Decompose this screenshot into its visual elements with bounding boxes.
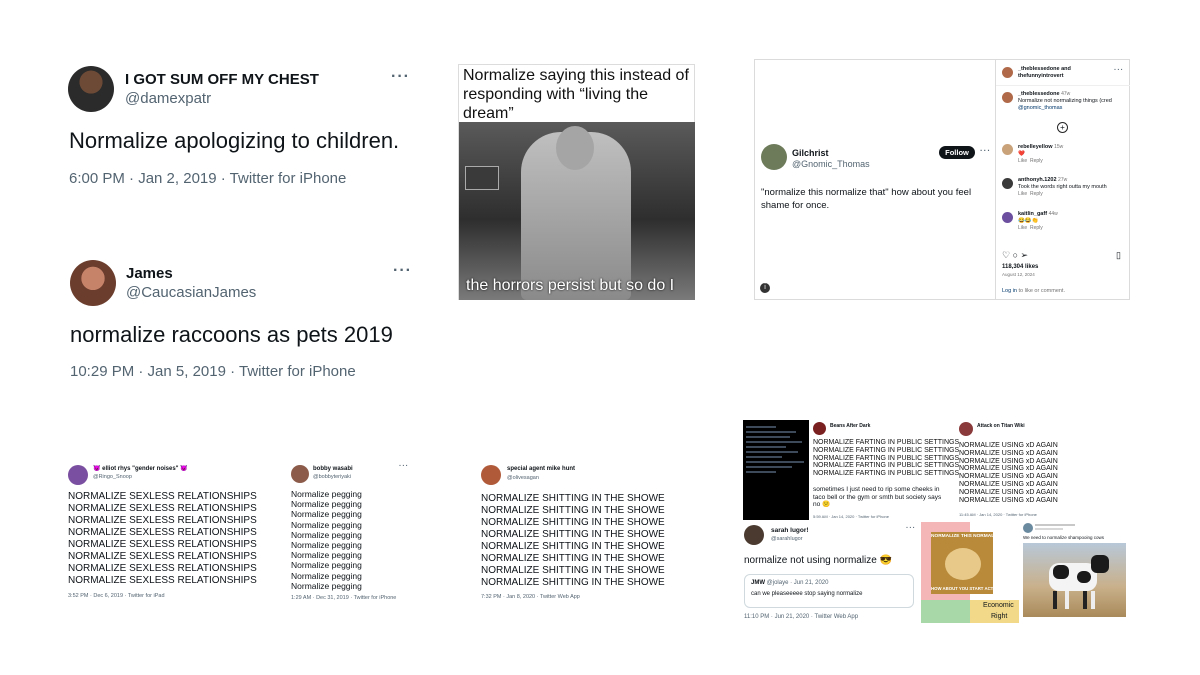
text-line: Normalize pegging xyxy=(291,489,362,499)
dark-tweet-thumbnail xyxy=(743,420,809,520)
caption xyxy=(1018,91,1128,112)
text-line: NORMALIZE SHITTING IN THE SHOWE xyxy=(481,553,665,564)
cow-photo xyxy=(1023,543,1126,617)
user-handle[interactable]: @olivesagan xyxy=(507,475,539,481)
tweet-card-2 xyxy=(70,260,415,385)
info-icon[interactable]: i xyxy=(760,283,770,293)
tweet-screenshot-2 xyxy=(291,463,409,603)
header-users-2[interactable]: thefunnyintrovert xyxy=(1018,73,1064,79)
more-options-icon[interactable]: ··· xyxy=(980,146,991,155)
text-line: NORMALIZE SHITTING IN THE SHOWE xyxy=(481,505,665,516)
doge-meme xyxy=(921,522,1019,623)
avatar[interactable] xyxy=(1002,178,1013,189)
tweet-screenshot-3 xyxy=(481,463,665,603)
text-line: NORMALIZE FARTING IN PUBLIC SETTINGS xyxy=(813,470,960,478)
display-name[interactable]: I GOT SUM OFF MY CHEST xyxy=(125,71,319,88)
tweet-text xyxy=(291,489,362,591)
text-line: NORMALIZE SHITTING IN THE SHOWE xyxy=(481,565,665,576)
more-options-icon[interactable]: ··· xyxy=(391,68,410,85)
sarah-tweet xyxy=(743,522,919,623)
text-line: NORMALIZE SEXLESS RELATIONSHIPS xyxy=(68,491,257,502)
tweet-text xyxy=(68,491,257,587)
text-line: Normalize pegging xyxy=(291,519,362,530)
follow-button[interactable]: Follow xyxy=(939,146,975,159)
caption-age: 47w xyxy=(1061,91,1071,97)
login-link[interactable]: Log in xyxy=(1002,288,1017,294)
avatar[interactable] xyxy=(1002,144,1013,155)
comment xyxy=(1018,144,1128,164)
share-icon[interactable]: ➢ xyxy=(1020,250,1029,260)
login-text: to like or comment. xyxy=(1018,288,1065,294)
text-line: Normalize pegging xyxy=(291,529,362,540)
user-handle[interactable]: @Gnomic_Thomas xyxy=(792,159,870,169)
avatar[interactable] xyxy=(1002,92,1013,103)
tweet-timestamp[interactable]: 1:29 AM · Dec 31, 2019 · Twitter for iPhone xyxy=(291,595,397,601)
comment xyxy=(1018,211,1128,231)
astronaut-head xyxy=(556,126,594,170)
text-line: NORMALIZE USING xD AGAIN xyxy=(959,480,1058,488)
aot-tweet xyxy=(955,420,1128,520)
comment xyxy=(1018,177,1128,197)
more-options-icon[interactable]: ··· xyxy=(906,525,916,532)
like-button[interactable]: Like xyxy=(1018,158,1028,164)
text-line: Normalize pegging xyxy=(291,540,362,551)
post-date: August 12, 2024 xyxy=(1002,272,1035,277)
reply-button[interactable]: Reply xyxy=(1029,225,1043,231)
display-name[interactable]: Beans After Dark xyxy=(830,423,871,429)
header-users[interactable]: _theblessedone and xyxy=(1018,66,1071,72)
text-line: NORMALIZE SHITTING IN THE SHOWE xyxy=(481,529,665,540)
login-prompt xyxy=(1002,288,1065,294)
comment-user[interactable]: rebelleyellow xyxy=(1018,144,1053,150)
meme-photo xyxy=(459,122,695,300)
meme-collage xyxy=(743,420,1128,623)
text-line: NORMALIZE SEXLESS RELATIONSHIPS xyxy=(68,563,257,574)
avatar[interactable] xyxy=(481,465,501,485)
display-name[interactable]: Gilchrist xyxy=(792,148,829,158)
post-text: "normalize this normalize that" how about you feel shame for once. xyxy=(761,187,972,211)
meme-bottom-caption: the horrors persist but so do I xyxy=(466,277,675,294)
load-more-icon[interactable]: + xyxy=(1057,122,1068,133)
text-line: NORMALIZE USING xD AGAIN xyxy=(959,449,1058,457)
display-name[interactable]: special agent mike hunt xyxy=(507,466,576,472)
user-handle[interactable]: @CaucasianJames xyxy=(126,284,257,301)
tweet-screenshot-1 xyxy=(68,463,274,603)
action-bar xyxy=(1002,250,1028,261)
reply-button[interactable]: Reply xyxy=(1029,158,1043,164)
text-line: NORMALIZE USING xD AGAIN xyxy=(959,465,1058,473)
caption-text: Normalize not normalizing things (cred xyxy=(1018,98,1112,104)
tweet-text: normalize not using normalize 😎 xyxy=(744,555,893,566)
text-line: NORMALIZE SEXLESS RELATIONSHIPS xyxy=(68,539,257,550)
comment-user[interactable]: anthonyh.1202 xyxy=(1018,177,1057,183)
meme-image xyxy=(458,64,695,300)
comment-text: Took the words right outta my mouth xyxy=(1018,184,1107,190)
avatar[interactable] xyxy=(1002,212,1013,223)
comments-panel xyxy=(995,60,1130,299)
text-line: NORMALIZE SHITTING IN THE SHOWE xyxy=(481,517,665,528)
display-name[interactable]: bobby wasabi xyxy=(313,466,353,472)
avatar[interactable] xyxy=(761,144,787,170)
text-line: NORMALIZE SEXLESS RELATIONSHIPS xyxy=(68,527,257,538)
user-handle[interactable]: @damexpatr xyxy=(125,90,212,107)
text-line: NORMALIZE FARTING IN PUBLIC SETTINGS xyxy=(813,454,960,462)
avatar[interactable] xyxy=(68,66,114,112)
meme-top-caption: Normalize saying this instead of responding with “living the dream” xyxy=(463,67,689,122)
cow-tweet xyxy=(1021,522,1128,623)
tweet-timestamp[interactable]: 11:10 PM · Jun 21, 2020 · Twitter Web App xyxy=(744,614,859,620)
user-handle[interactable]: @sarahlugor xyxy=(771,536,803,542)
text-line: NORMALIZE SHITTING IN THE SHOWE xyxy=(481,577,665,588)
comment-text: 😂😂👏 xyxy=(1018,218,1039,224)
tweet-timestamp[interactable]: 10:29 PM · Jan 5, 2019 · Twitter for iPhone xyxy=(70,363,356,380)
avatar[interactable] xyxy=(1002,67,1013,78)
display-name[interactable]: sarah lugor! xyxy=(771,527,809,534)
text-line: NORMALIZE SEXLESS RELATIONSHIPS xyxy=(68,575,257,586)
quoted-handle: @jolaye · Jun 21, 2020 xyxy=(766,580,829,586)
like-button[interactable]: Like xyxy=(1018,191,1028,197)
tweet-text: Normalize apologizing to children. xyxy=(69,128,400,153)
tweet-timestamp[interactable]: 7:32 PM · Jan 8, 2020 · Twitter Web App xyxy=(481,594,580,600)
tweet-timestamp[interactable]: 5:59 AM · Jan 14, 2020 · Twitter for iPhone xyxy=(813,514,889,519)
text-line: NORMALIZE FARTING IN PUBLIC SETTINGS xyxy=(813,446,960,454)
text-line: Normalize pegging xyxy=(291,509,362,520)
text-line: Normalize pegging xyxy=(291,560,362,571)
text-line: NORMALIZE SEXLESS RELATIONSHIPS xyxy=(68,503,257,514)
like-button[interactable]: Like xyxy=(1018,225,1028,231)
bookmark-icon[interactable]: ▯ xyxy=(1116,250,1121,260)
text-line: NORMALIZE USING xD AGAIN xyxy=(959,488,1058,496)
quoted-name: JMW xyxy=(751,580,765,586)
tweet-text xyxy=(481,493,665,589)
doge-bottom-text: HOW ABOUT YOU START ACTING NORMAL xyxy=(931,586,1021,591)
like-count[interactable]: 118,304 likes xyxy=(1002,264,1039,270)
reply-button[interactable]: Reply xyxy=(1029,191,1043,197)
post-header xyxy=(996,60,1130,86)
compass-label-economic: Economic xyxy=(983,602,1014,609)
more-options-icon[interactable]: ··· xyxy=(1114,67,1124,74)
quoted-text: can we pleaseeeee stop saying normalize xyxy=(751,591,863,597)
post-media xyxy=(755,60,995,299)
avatar[interactable] xyxy=(813,422,826,435)
text-line: NORMALIZE SEXLESS RELATIONSHIPS xyxy=(68,551,257,562)
tweet-card-1 xyxy=(68,66,413,196)
text-line: NORMALIZE SHITTING IN THE SHOWE xyxy=(481,541,665,552)
tweet-timestamp[interactable]: 6:00 PM · Jan 2, 2019 · Twitter for iPhone xyxy=(69,170,347,187)
caption-user[interactable]: _theblessedone xyxy=(1018,91,1060,97)
text-line: NORMALIZE USING xD AGAIN xyxy=(959,442,1058,449)
text-line: NORMALIZE SHITTING IN THE SHOWE xyxy=(481,493,665,504)
avatar[interactable] xyxy=(70,260,116,306)
control-panel-shape xyxy=(465,166,499,190)
display-name[interactable]: James xyxy=(126,265,173,282)
avatar[interactable] xyxy=(68,465,88,485)
text-line: NORMALIZE USING xD AGAIN xyxy=(959,496,1058,504)
more-options-icon[interactable]: ··· xyxy=(399,463,409,470)
text-line: Normalize pegging xyxy=(291,499,362,510)
text-line: NORMALIZE FARTING IN PUBLIC SETTINGS xyxy=(813,439,960,446)
tweet-timestamp[interactable]: 3:52 PM · Dec 6, 2019 · Twitter for iPad xyxy=(68,593,165,599)
heart-icon[interactable]: ♡ xyxy=(1002,250,1011,260)
comment-age: 15w xyxy=(1054,144,1064,150)
avatar[interactable] xyxy=(959,422,973,436)
comment-text: ❤️ xyxy=(1018,151,1025,157)
tweet-text: normalize raccoons as pets 2019 xyxy=(70,322,393,347)
tweet-text xyxy=(813,439,959,478)
display-name[interactable]: 😈 elliot rhys "gender noises" 😈 xyxy=(93,466,188,472)
text-line: Normalize pegging xyxy=(291,580,362,591)
comment-age: 44w xyxy=(1048,211,1058,217)
doge-top-text: NORMALIZE THIS NORMALIZE THAT xyxy=(931,534,1016,539)
user-handle[interactable]: @Ringo_Snoop xyxy=(93,474,132,480)
tweet-text: We need to normalize shampooing cows xyxy=(1023,535,1104,540)
text-line: NORMALIZE FARTING IN PUBLIC SETTINGS xyxy=(813,462,960,470)
text-line: Normalize pegging xyxy=(291,550,362,561)
quoted-tweet[interactable] xyxy=(744,574,914,608)
tweet-text xyxy=(959,442,1058,504)
user-handle[interactable]: @bobbyteriyaki xyxy=(313,474,351,480)
compass-label-right: Right xyxy=(991,613,1008,620)
text-line: Normalize pegging xyxy=(291,570,362,581)
avatar[interactable] xyxy=(291,465,309,483)
tweet-body: sometimes I just need to rip some cheeks in taco bell or the gym or smth but society says no 😕 xyxy=(813,486,942,508)
comment-user[interactable]: kaitlin_gaff xyxy=(1018,211,1048,217)
tweet-timestamp[interactable]: 11:45 AM · Jan 14, 2020 · Twitter for iPhone xyxy=(959,512,1037,517)
beans-tweet xyxy=(810,420,960,520)
comment-age: 27w xyxy=(1058,177,1068,183)
avatar[interactable] xyxy=(1023,523,1033,533)
comment-icon[interactable]: ○ xyxy=(1012,250,1019,260)
text-line: NORMALIZE SEXLESS RELATIONSHIPS xyxy=(68,515,257,526)
text-line: NORMALIZE USING xD AGAIN xyxy=(959,457,1058,465)
instagram-post xyxy=(754,59,1130,300)
avatar[interactable] xyxy=(744,525,764,545)
display-name[interactable]: Attack on Titan Wiki xyxy=(977,423,1025,429)
caption-credit[interactable]: @gnomic_thomas xyxy=(1018,105,1063,111)
text-line: NORMALIZE USING xD AGAIN xyxy=(959,473,1058,481)
more-options-icon[interactable]: ··· xyxy=(393,262,412,279)
